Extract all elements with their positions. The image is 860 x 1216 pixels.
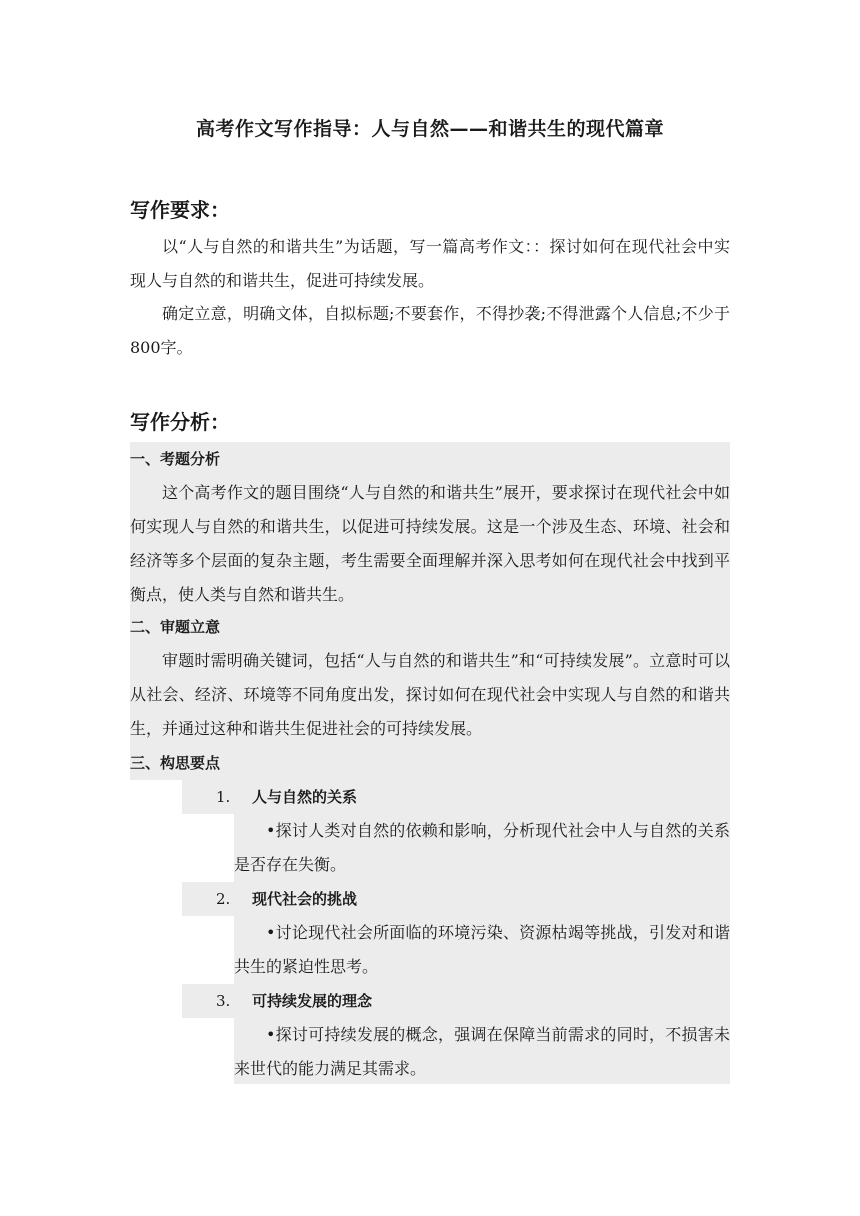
- point-2-text: [234, 916, 730, 984]
- bullet-icon: •: [266, 821, 276, 840]
- requirements-heading: 写作要求：: [130, 198, 230, 222]
- requirements-paragraph-2: 确定立意，明确文体，自拟标题;不要套作，不得抄袭;不得泄露个人信息;不少于800字。: [130, 304, 730, 357]
- section-2-body: 审题时需明确关键词，包括“人与自然的和谐共生”和“可持续发展”。立意时可以从社会、经济、环境等不同角度出发，探讨如何在现代社会中实现人与自然的和谐共生，并通过这种和谐共生促进社会的可持续发展。: [130, 651, 730, 738]
- section-2-title: 二、审题立意: [130, 618, 221, 636]
- point-1-text: [234, 814, 730, 882]
- point-3-number: 3.: [216, 992, 231, 1010]
- analysis-heading: 写作分析：: [130, 410, 230, 434]
- point-3-label: 可持续发展的理念: [252, 992, 373, 1010]
- point-2-number: 2.: [216, 890, 231, 908]
- point-1-row: [182, 780, 730, 814]
- section-1-body: 这个高考作文的题目围绕“人与自然的和谐共生”展开，要求探讨在现代社会中如何实现人与自然的和谐共生，以促进可持续发展。这是一个涉及生态、环境、社会和经济等多个层面的复杂主题，考生需要全面理解并深入思考如何在现代社会中找到平衡点，使人类与自然和谐共生。: [130, 483, 730, 604]
- bullet-icon: •: [266, 923, 276, 942]
- point-1-description: 探讨人类对自然的依赖和影响，分析现代社会中人与自然的关系是否存在失衡。: [234, 821, 730, 874]
- requirements-paragraph-1: 以“人与自然的和谐共生”为话题，写一篇高考作文：：探讨如何在现代社会中实现人与自然的和谐共生，促进可持续发展。: [130, 237, 730, 290]
- point-2-row: [182, 882, 730, 916]
- point-1-number: 1.: [216, 788, 231, 806]
- section-3-title: 三、构思要点: [130, 754, 221, 772]
- point-3-description: 探讨可持续发展的概念，强调在保障当前需求的同时，不损害未来世代的能力满足其需求。: [234, 1025, 730, 1078]
- point-1-label: 人与自然的关系: [252, 788, 358, 806]
- bullet-icon: •: [266, 1025, 276, 1044]
- point-2-description: 讨论现代社会所面临的环境污染、资源枯竭等挑战，引发对和谐共生的紧迫性思考。: [234, 923, 730, 976]
- point-3-row: [182, 984, 730, 1018]
- section-1-title: 一、考题分析: [130, 450, 221, 468]
- point-3-text: [234, 1018, 730, 1086]
- document-title: 高考作文写作指导：人与自然——和谐共生的现代篇章: [195, 118, 664, 140]
- point-2-label: 现代社会的挑战: [252, 890, 358, 908]
